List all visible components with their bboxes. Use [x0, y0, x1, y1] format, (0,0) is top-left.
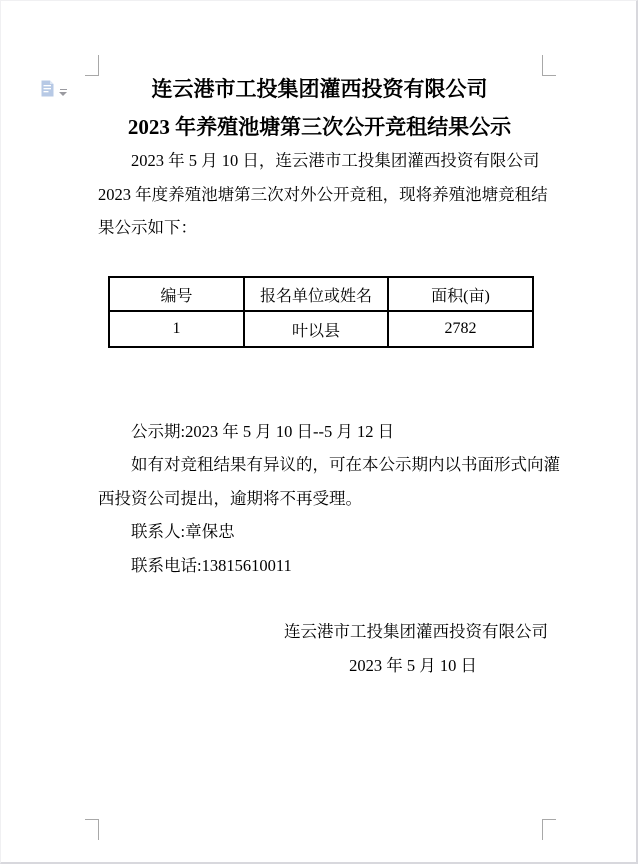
objection-line-cont: 西投资公司提出，逾期将不再受理。	[98, 489, 362, 508]
table-row	[109, 311, 533, 347]
paste-options-button[interactable]	[39, 80, 73, 102]
margin-crop-mark-bottom-left	[85, 819, 99, 840]
signature-company: 连云港市工投集团灌西投资有限公司	[284, 622, 548, 641]
table-header-row	[109, 277, 533, 311]
document-title-line-2: 2023 年养殖池塘第三次公开竞租结果公示	[127, 115, 512, 139]
table-header-applicant: 报名单位或姓名	[244, 277, 388, 311]
chevron-down-icon[interactable]	[59, 89, 67, 96]
document-title-line-1: 连云港市工投集团灌西投资有限公司	[151, 77, 488, 101]
contact-phone-line: 联系电话:13815610011	[131, 556, 292, 575]
results-table	[108, 276, 534, 348]
margin-crop-mark-top-left	[85, 55, 99, 76]
body-line: 果公示如下：	[98, 218, 197, 237]
cell-number: 1	[109, 311, 244, 347]
paste-options-icon	[39, 79, 55, 103]
cell-applicant: 叶以县	[244, 311, 388, 347]
body-line: 2023 年度养殖池塘第三次对外公开竞租，现将养殖池塘竞租结	[98, 185, 548, 204]
publicity-period-line: 公示期:2023 年 5 月 10 日--5 月 12 日	[131, 422, 395, 441]
cell-area: 2782	[388, 311, 533, 347]
table-header-area: 面积(亩)	[388, 277, 533, 311]
signature-block	[284, 621, 548, 677]
body-line: 2023 年 5 月 10 日，连云港市工投集团灌西投资有限公司	[131, 151, 540, 170]
margin-crop-mark-bottom-right	[542, 819, 556, 840]
table-header-number: 编号	[109, 277, 244, 311]
contact-person-line: 联系人:章保忠	[131, 522, 235, 541]
objection-line: 如有对竞租结果有异议的，可在本公示期内以书面形式向灌	[131, 455, 560, 474]
signature-date: 2023 年 5 月 10 日	[349, 656, 477, 675]
margin-crop-mark-top-right	[542, 55, 556, 76]
